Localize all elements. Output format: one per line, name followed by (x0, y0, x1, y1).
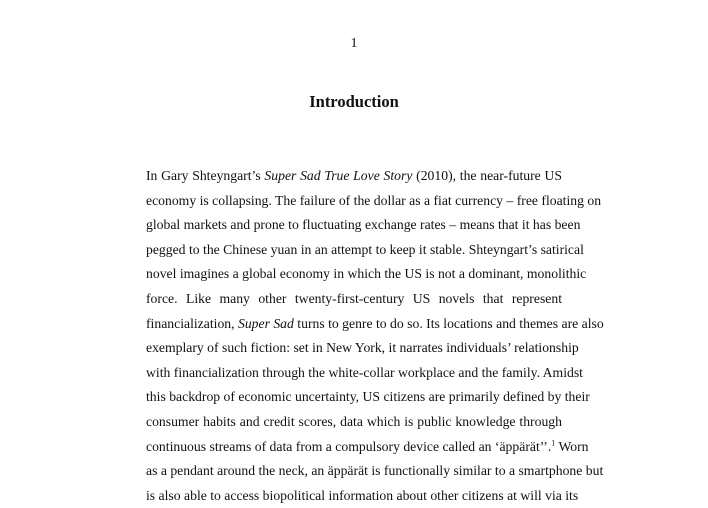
text-line (146, 287, 562, 312)
text-run: Worn (555, 438, 589, 454)
text-line (146, 361, 583, 386)
text-run: novel imagines a global economy in which the US is not a dominant, monolithic (146, 266, 587, 282)
text-line (146, 484, 579, 508)
text-run: pegged to the Chinese yuan in an attempt to keep it stable. Shteyngart’s satirical (146, 241, 584, 257)
text-run: turns to genre to do so. Its locations and themes are also (293, 315, 604, 331)
text-line (146, 312, 604, 337)
chapter-heading: Introduction (309, 92, 399, 111)
text-line (146, 213, 581, 238)
text-run: exemplary of such fiction: set in New York, it narrates individuals’ relationship (146, 340, 579, 356)
text-line (146, 385, 590, 410)
italic-title: Super Sad (237, 315, 294, 331)
text-run: force. Like many other twenty-first-century US novels that represent (146, 290, 562, 306)
text-run: In Gary Shteyngart’s (146, 168, 265, 183)
italic-title: Super Sad True Love Story (264, 168, 413, 183)
footnote-marker: 1 (551, 437, 556, 447)
text-run: global markets and prone to fluctuating exchange rates – means that it has been (146, 217, 581, 233)
text-run: as a pendant around the neck, an äppärät is functionally similar to a smartphone but (146, 463, 604, 479)
text-line (146, 189, 602, 214)
body-paragraph (146, 164, 604, 508)
text-run: financialization, (146, 315, 238, 331)
text-line (146, 262, 587, 287)
text-line (146, 435, 589, 460)
text-line (146, 410, 562, 435)
text-run: economy is collapsing. The failure of the dollar as a fiat currency – free floating on (146, 192, 602, 208)
text-run: consumer habits and credit scores, data which is public knowledge through (146, 413, 562, 429)
text-run: (2010), the near-future US (412, 168, 562, 183)
text-line (146, 164, 562, 189)
text-line (146, 238, 584, 263)
text-line (146, 459, 604, 484)
text-run: with financialization through the white-collar workplace and the family. Amidst (146, 364, 583, 380)
text-run: continuous streams of data from a compulsory device called an ‘äppärät’’. (146, 438, 552, 454)
text-run: this backdrop of economic uncertainty, US citizens are primarily defined by their (146, 389, 590, 405)
page-number: 1 (350, 36, 358, 51)
text-run: is also able to access biopolitical information about other citizens at will via its (146, 487, 579, 503)
text-line (146, 336, 579, 361)
